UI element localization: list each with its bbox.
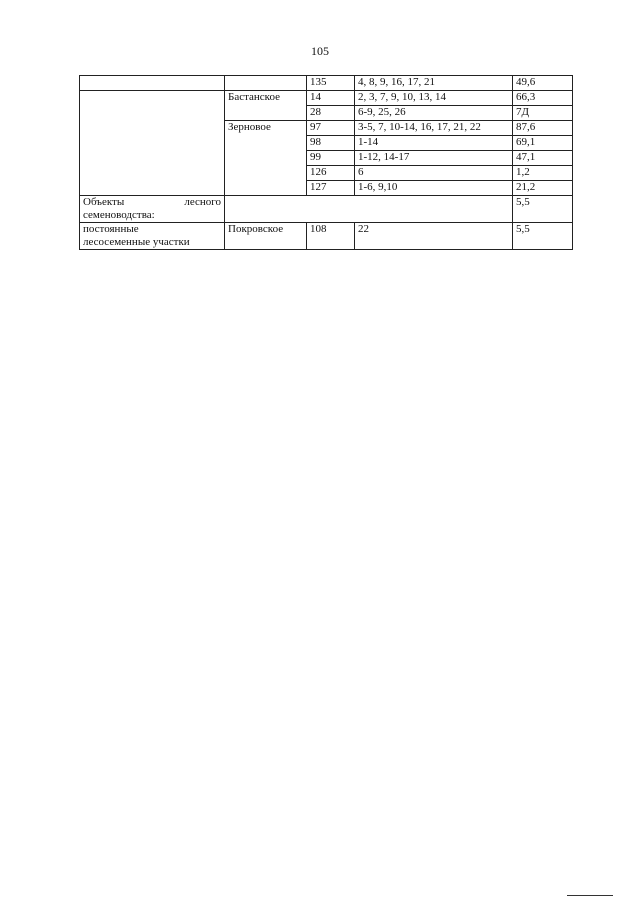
area-cell: 1,2 <box>513 166 573 181</box>
area-cell: 87,6 <box>513 121 573 136</box>
seed-objects-label-line2: семеноводства: <box>83 209 155 221</box>
plots-cell: 4, 8, 9, 16, 17, 21 <box>355 76 513 91</box>
plots-cell: 6-9, 25, 26 <box>355 106 513 121</box>
plots-cell: 1-6, 9,10 <box>355 181 513 196</box>
seed-objects-label-line1: Объекты лесного <box>83 196 221 208</box>
forestry-cell: Зерновое <box>225 121 307 196</box>
quarter-cell: 127 <box>307 181 355 196</box>
plots-cell: 1-14 <box>355 136 513 151</box>
quarter-cell: 97 <box>307 121 355 136</box>
forest-table <box>79 75 573 250</box>
area-cell: 7Д <box>513 106 573 121</box>
plots-cell: 3-5, 7, 10-14, 16, 17, 21, 22 <box>355 121 513 136</box>
plots-cell: 2, 3, 7, 9, 10, 13, 14 <box>355 91 513 106</box>
table-row <box>80 91 573 106</box>
plots-cell: 1-12, 14-17 <box>355 151 513 166</box>
quarter-cell: 126 <box>307 166 355 181</box>
category-cell <box>80 76 225 91</box>
blank-merged-cell <box>225 196 513 223</box>
corner-rule <box>567 895 613 896</box>
quarter-cell: 135 <box>307 76 355 91</box>
plots-cell: 6 <box>355 166 513 181</box>
area-cell: 21,2 <box>513 181 573 196</box>
quarter-cell: 28 <box>307 106 355 121</box>
area-cell: 49,6 <box>513 76 573 91</box>
category-cell <box>80 223 225 250</box>
area-cell: 69,1 <box>513 136 573 151</box>
seed-plots-label-line1: постоянные <box>83 223 139 235</box>
quarter-cell: 99 <box>307 151 355 166</box>
category-cell <box>80 196 225 223</box>
quarter-cell: 108 <box>307 223 355 250</box>
quarter-cell: 14 <box>307 91 355 106</box>
seed-plots-label-line2: лесосеменные участки <box>83 236 190 248</box>
table-row <box>80 223 573 250</box>
area-cell: 66,3 <box>513 91 573 106</box>
quarter-cell: 98 <box>307 136 355 151</box>
area-cell: 47,1 <box>513 151 573 166</box>
table-row <box>80 76 573 91</box>
forestry-cell: Бастанское <box>225 91 307 121</box>
forestry-cell: Покровское <box>225 223 307 250</box>
area-cell: 5,5 <box>513 196 573 223</box>
category-cell <box>80 91 225 196</box>
page-number: 105 <box>311 44 329 58</box>
plots-cell: 22 <box>355 223 513 250</box>
area-cell: 5,5 <box>513 223 573 250</box>
table-row <box>80 196 573 223</box>
forestry-cell <box>225 76 307 91</box>
